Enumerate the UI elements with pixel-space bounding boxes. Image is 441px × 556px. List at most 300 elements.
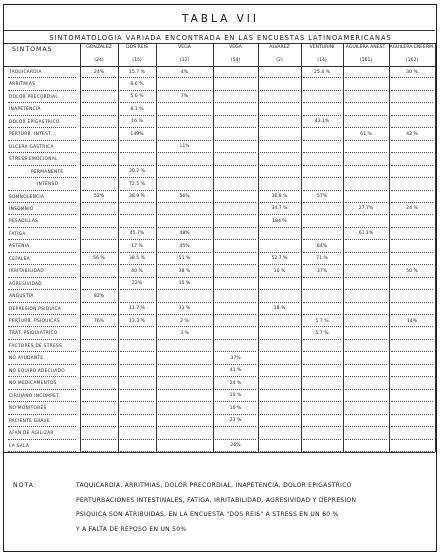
cell-divider <box>260 127 299 128</box>
cell-divider <box>158 401 211 402</box>
cell-divider <box>303 289 341 290</box>
cell-divider <box>158 102 211 103</box>
cell-divider <box>215 202 256 203</box>
row-label: FATIGA <box>9 231 26 237</box>
cell-divider <box>391 439 433 440</box>
cell-divider <box>303 127 341 128</box>
cell-divider <box>158 314 211 315</box>
cell-divider <box>82 451 116 452</box>
cell-divider <box>391 202 433 203</box>
cell-divider <box>215 165 256 166</box>
cell-divider <box>82 115 116 116</box>
cell-divider <box>120 177 154 178</box>
table-cell-value: 64% <box>316 243 328 249</box>
row-label: LA SALA <box>9 443 30 449</box>
cell-divider <box>158 439 211 440</box>
row-label: ARRITMIAS <box>9 82 36 88</box>
table-cell-value: 25.4 % <box>313 69 331 75</box>
cell-divider <box>82 289 116 290</box>
note-label: NOTA: <box>13 482 38 489</box>
cell-divider <box>391 190 433 191</box>
cell-divider <box>82 364 116 365</box>
row-divider <box>8 202 76 203</box>
cell-divider <box>345 90 387 91</box>
cell-divider <box>215 451 256 452</box>
cell-divider <box>82 152 116 153</box>
cell-divider <box>345 115 387 116</box>
symptoms-column-header: SINTOMAS <box>12 46 53 53</box>
row-divider <box>8 339 76 340</box>
table-cell-value: 82% <box>93 293 105 299</box>
cell-divider <box>158 214 211 215</box>
cell-divider <box>260 314 299 315</box>
table-cell-value: 24 % <box>406 206 418 212</box>
cell-divider <box>120 214 154 215</box>
cell-divider <box>391 102 433 103</box>
cell-divider <box>391 426 433 427</box>
row-label: SOMNOLENCIA <box>9 194 45 200</box>
cell-divider <box>158 302 211 303</box>
table-cell-value: 22% <box>131 281 143 287</box>
table-cell-value: 16 % <box>131 119 143 125</box>
table-cell-value: 18 % <box>273 306 286 312</box>
cell-divider <box>391 177 433 178</box>
cell-divider <box>82 414 116 415</box>
table-cell-value: 184 % <box>272 218 287 224</box>
cell-divider <box>345 277 387 278</box>
table-cell-value: 37% <box>316 268 328 274</box>
row-divider <box>8 77 76 78</box>
column-divider <box>258 43 259 452</box>
cell-divider <box>82 239 116 240</box>
cell-divider <box>345 227 387 228</box>
cell-divider <box>158 177 211 178</box>
cell-divider <box>158 426 211 427</box>
column-divider <box>213 43 214 452</box>
cell-divider <box>158 451 211 452</box>
cell-divider <box>345 214 387 215</box>
cell-divider <box>120 140 154 141</box>
cell-divider <box>391 152 433 153</box>
column-header-name: AGUILERA ANEST. <box>345 45 387 50</box>
table-cell-value: 27.7% <box>358 206 374 212</box>
cell-divider <box>120 439 154 440</box>
cell-divider <box>345 364 387 365</box>
cell-divider <box>345 289 387 290</box>
column-header-count: (162) <box>405 58 419 63</box>
cell-divider <box>120 289 154 290</box>
cell-divider <box>303 214 341 215</box>
table-cell-value: 50 % <box>406 268 418 274</box>
note-line: PSIQUICA SON ATRIBUIDAS, EN LA ENCUESTA "DOS REIS" A STRESS EN UN 60 % <box>76 511 339 518</box>
row-divider <box>8 140 76 141</box>
row-divider <box>8 264 76 265</box>
cell-divider <box>303 376 341 377</box>
cell-divider <box>345 177 387 178</box>
cell-divider <box>120 252 154 253</box>
cell-divider <box>215 190 256 191</box>
column-header-name: GONZALEZ <box>86 45 112 50</box>
cell-divider <box>345 190 387 191</box>
cell-divider <box>215 177 256 178</box>
cell-divider <box>82 127 116 128</box>
cell-divider <box>303 302 341 303</box>
cell-divider <box>303 401 341 402</box>
cell-divider <box>120 102 154 103</box>
table-cell-value: 15.7 % <box>128 69 146 75</box>
row-label: CIRUJANO INCOMPET. <box>9 393 61 399</box>
note-line: Y A FALTA DE REPOSO EN UN 50% <box>76 525 187 533</box>
cell-divider <box>391 339 433 340</box>
row-label: FACTORES DE STRESS <box>9 343 63 349</box>
cell-divider <box>120 264 154 265</box>
cell-divider <box>215 227 256 228</box>
cell-divider <box>345 140 387 141</box>
cell-divider <box>215 389 256 390</box>
cell-divider <box>260 165 299 166</box>
cell-divider <box>260 214 299 215</box>
cell-divider <box>82 90 116 91</box>
cell-divider <box>391 252 433 253</box>
row-label: PERMANENTE <box>31 169 64 175</box>
cell-divider <box>303 165 341 166</box>
row-divider <box>8 389 76 390</box>
cell-divider <box>303 77 341 78</box>
cell-divider <box>391 227 433 228</box>
row-label: TRAT. PSIQUIATRICO <box>9 331 58 337</box>
cell-divider <box>260 451 299 452</box>
cell-divider <box>120 127 154 128</box>
cell-divider <box>120 414 154 415</box>
cell-divider <box>120 90 154 91</box>
cell-divider <box>260 376 299 377</box>
table-cell-value: 43.1% <box>314 119 330 125</box>
table-cell-value: 3 % <box>180 330 189 336</box>
table-cell-value: 13.3 % <box>128 318 146 324</box>
row-divider <box>8 165 76 166</box>
cell-divider <box>215 314 256 315</box>
cell-divider <box>303 239 341 240</box>
cell-divider <box>391 140 433 141</box>
note-line: TAQUICARDIA, ARRITMIAS, DOLOR PRECORDIAL, INAPETENCIA, DOLOR EPIGASTRICO <box>76 482 352 489</box>
table-cell-value: 17 % <box>131 243 143 249</box>
cell-divider <box>345 102 387 103</box>
cell-divider <box>82 252 116 253</box>
cell-divider <box>82 426 116 427</box>
cell-divider <box>260 77 299 78</box>
cell-divider <box>345 165 387 166</box>
cell-divider <box>215 302 256 303</box>
cell-divider <box>260 90 299 91</box>
row-label: STRESS EMOCIONAL <box>9 157 58 163</box>
cell-divider <box>260 414 299 415</box>
cell-divider <box>215 339 256 340</box>
table-cell-value: 30 % <box>406 69 418 75</box>
cell-divider <box>303 252 341 253</box>
cell-divider <box>120 314 154 315</box>
cell-divider <box>391 351 433 352</box>
cell-divider <box>260 289 299 290</box>
cell-divider <box>391 264 433 265</box>
cell-divider <box>82 227 116 228</box>
cell-divider <box>345 77 387 78</box>
column-divider <box>435 43 436 452</box>
column-header-name: AGUILERA ENFERM. <box>389 45 435 50</box>
cell-divider <box>215 326 256 327</box>
cell-divider <box>391 165 433 166</box>
cell-divider <box>345 239 387 240</box>
row-divider <box>8 152 76 153</box>
row-divider <box>8 277 76 278</box>
table-subtitle: SINTOMATOLOGIA VARIADA ENCONTRADA EN LAS ENCUESTAS LATINOAMERICANAS <box>49 34 392 42</box>
cell-divider <box>303 326 341 327</box>
cell-divider <box>303 102 341 103</box>
row-label: PERTURB. INTEST. <box>9 132 53 138</box>
cell-divider <box>120 364 154 365</box>
row-label: NO AYUDANTE <box>9 356 44 362</box>
table-cell-value: 11% <box>179 144 190 150</box>
cell-divider <box>158 414 211 415</box>
table-cell-value: 61 % <box>360 131 372 137</box>
cell-divider <box>215 277 256 278</box>
table-cell-value: 45% <box>179 243 190 249</box>
row-divider <box>8 302 76 303</box>
cell-divider <box>215 264 256 265</box>
row-label: NO MONITORES <box>9 406 47 412</box>
table-cell-value: 56 % <box>93 256 105 262</box>
cell-divider <box>391 376 433 377</box>
row-divider <box>8 451 76 452</box>
cell-divider <box>120 389 154 390</box>
cell-divider <box>391 302 433 303</box>
cell-divider <box>391 314 433 315</box>
table-cell-value: 26% <box>230 443 241 448</box>
table-cell-value: 5.7 % <box>315 318 329 324</box>
cell-divider <box>215 239 256 240</box>
row-divider <box>8 214 76 215</box>
row-divider <box>8 414 76 415</box>
cell-divider <box>345 264 387 265</box>
row-label: TAQUICARDIA <box>9 70 42 75</box>
cell-divider <box>215 351 256 352</box>
cell-divider <box>215 289 256 290</box>
row-divider <box>8 227 76 228</box>
row-divider <box>8 252 76 253</box>
cell-divider <box>82 140 116 141</box>
cell-divider <box>303 264 341 265</box>
table-cell-value: 52% <box>93 194 105 199</box>
cell-divider <box>82 439 116 440</box>
cell-divider <box>391 277 433 278</box>
row-divider <box>8 190 76 191</box>
cell-divider <box>345 302 387 303</box>
cell-divider <box>345 152 387 153</box>
cell-divider <box>303 177 341 178</box>
table-cell-value: 34.7 % <box>271 206 288 212</box>
row-divider <box>8 177 76 178</box>
cell-divider <box>391 127 433 128</box>
table-cell-value: 7% <box>180 94 189 100</box>
cell-divider <box>158 351 211 352</box>
cell-divider <box>391 326 433 327</box>
cell-divider <box>260 351 299 352</box>
row-divider <box>8 439 76 440</box>
cell-divider <box>120 165 154 166</box>
table-cell-value: 37% <box>230 355 241 361</box>
cell-divider <box>120 351 154 352</box>
cell-divider <box>120 115 154 116</box>
table-cell-value: 15 % <box>178 281 191 287</box>
cell-divider <box>120 426 154 427</box>
cell-divider <box>215 252 256 253</box>
cell-divider <box>158 252 211 253</box>
cell-divider <box>120 302 154 303</box>
row-divider <box>8 239 76 240</box>
column-header-count: (24) <box>94 58 104 63</box>
cell-divider <box>120 339 154 340</box>
cell-divider <box>158 376 211 377</box>
page-frame <box>3 4 437 552</box>
table-cell-value: 24% <box>93 69 105 75</box>
cell-divider <box>260 227 299 228</box>
table-cell-value: 10 % <box>229 393 242 399</box>
cell-divider <box>345 451 387 452</box>
cell-divider <box>345 426 387 427</box>
cell-divider <box>345 376 387 377</box>
column-header-count: (15) <box>132 58 142 63</box>
cell-divider <box>391 364 433 365</box>
cell-divider <box>303 140 341 141</box>
cell-divider <box>158 389 211 390</box>
cell-divider <box>303 277 341 278</box>
cell-divider <box>158 364 211 365</box>
column-header-count: (12) <box>179 58 190 63</box>
table-cell-value: 52.7 % <box>271 256 288 262</box>
cell-divider <box>120 376 154 377</box>
table-cell-value: 45.7% <box>129 231 145 237</box>
cell-divider <box>303 339 341 340</box>
row-label: INTENSO <box>37 182 59 188</box>
cell-divider <box>345 401 387 402</box>
cell-divider <box>303 451 341 452</box>
cell-divider <box>215 364 256 365</box>
cell-divider <box>391 389 433 390</box>
table-cell-value: 6.6 % <box>130 81 144 87</box>
table-cell-value: 2 % <box>180 318 189 324</box>
cell-divider <box>215 214 256 215</box>
cell-divider <box>260 277 299 278</box>
row-label: ULCERA GASTRICA <box>9 144 54 150</box>
table-cell-value: 71 % <box>316 256 328 262</box>
cell-divider <box>260 326 299 327</box>
cell-divider <box>120 77 154 78</box>
cell-divider <box>260 339 299 340</box>
column-header-count: (161) <box>359 58 373 63</box>
cell-divider <box>260 202 299 203</box>
column-header-name: DOS REIS <box>126 45 148 50</box>
row-divider <box>8 326 76 327</box>
row-divider <box>8 289 76 290</box>
cell-divider <box>82 214 116 215</box>
table-cell-value: 40 % <box>131 268 143 274</box>
cell-divider <box>391 115 433 116</box>
table-cell-value: 57% <box>316 194 328 199</box>
cell-divider <box>260 152 299 153</box>
cell-divider <box>158 127 211 128</box>
cell-divider <box>215 414 256 415</box>
cell-divider <box>82 277 116 278</box>
cell-divider <box>158 165 211 166</box>
cell-divider <box>82 326 116 327</box>
cell-divider <box>120 202 154 203</box>
column-header-name: VEGA <box>178 45 191 50</box>
cell-divider <box>303 152 341 153</box>
cell-divider <box>391 401 433 402</box>
table-cell-value: 23 % <box>229 418 242 424</box>
row-divider <box>8 127 76 128</box>
cell-divider <box>391 239 433 240</box>
row-divider <box>8 401 76 402</box>
row-divider <box>8 102 76 103</box>
column-header-name: VEGA <box>229 45 242 50</box>
cell-divider <box>303 202 341 203</box>
row-label: DOLOR EPIGASTRICO <box>9 119 60 125</box>
table-cell-value: 72.5 % <box>128 181 146 187</box>
cell-divider <box>345 439 387 440</box>
cell-divider <box>82 165 116 166</box>
cell-divider <box>260 302 299 303</box>
table-cell-value: 14% <box>406 318 418 324</box>
cell-divider <box>260 364 299 365</box>
cell-divider <box>303 314 341 315</box>
table-cell-value: 76% <box>93 318 105 324</box>
table-cell-value: 38.9 % <box>128 194 146 199</box>
table-cell-value: 61.1% <box>358 231 374 237</box>
row-label: DEPRESION PSIQUICA <box>9 306 61 312</box>
table-cell-value: 38.5 % <box>128 256 146 262</box>
cell-divider <box>215 102 256 103</box>
cell-divider <box>82 102 116 103</box>
table-cell-value: 36.8 % <box>271 194 288 199</box>
row-divider <box>8 314 76 315</box>
column-divider <box>80 43 81 452</box>
row-label: INAPETENCIA <box>9 107 41 113</box>
cell-divider <box>215 426 256 427</box>
cell-divider <box>260 252 299 253</box>
cell-divider <box>82 389 116 390</box>
cell-divider <box>158 77 211 78</box>
cell-divider <box>260 190 299 191</box>
table-bottom-rule <box>4 452 435 453</box>
column-divider <box>343 43 344 452</box>
cell-divider <box>260 426 299 427</box>
cell-divider <box>260 177 299 178</box>
table-cell-value: 8.1 % <box>130 106 144 112</box>
cell-divider <box>303 351 341 352</box>
cell-divider <box>82 339 116 340</box>
cell-divider <box>82 314 116 315</box>
cell-divider <box>303 115 341 116</box>
cell-divider <box>391 451 433 452</box>
cell-divider <box>215 127 256 128</box>
cell-divider <box>82 190 116 191</box>
cell-divider <box>120 451 154 452</box>
column-header-count: (14) <box>317 58 327 63</box>
cell-divider <box>82 302 116 303</box>
cell-divider <box>303 414 341 415</box>
cell-divider <box>345 414 387 415</box>
header-top-rule <box>4 43 435 44</box>
